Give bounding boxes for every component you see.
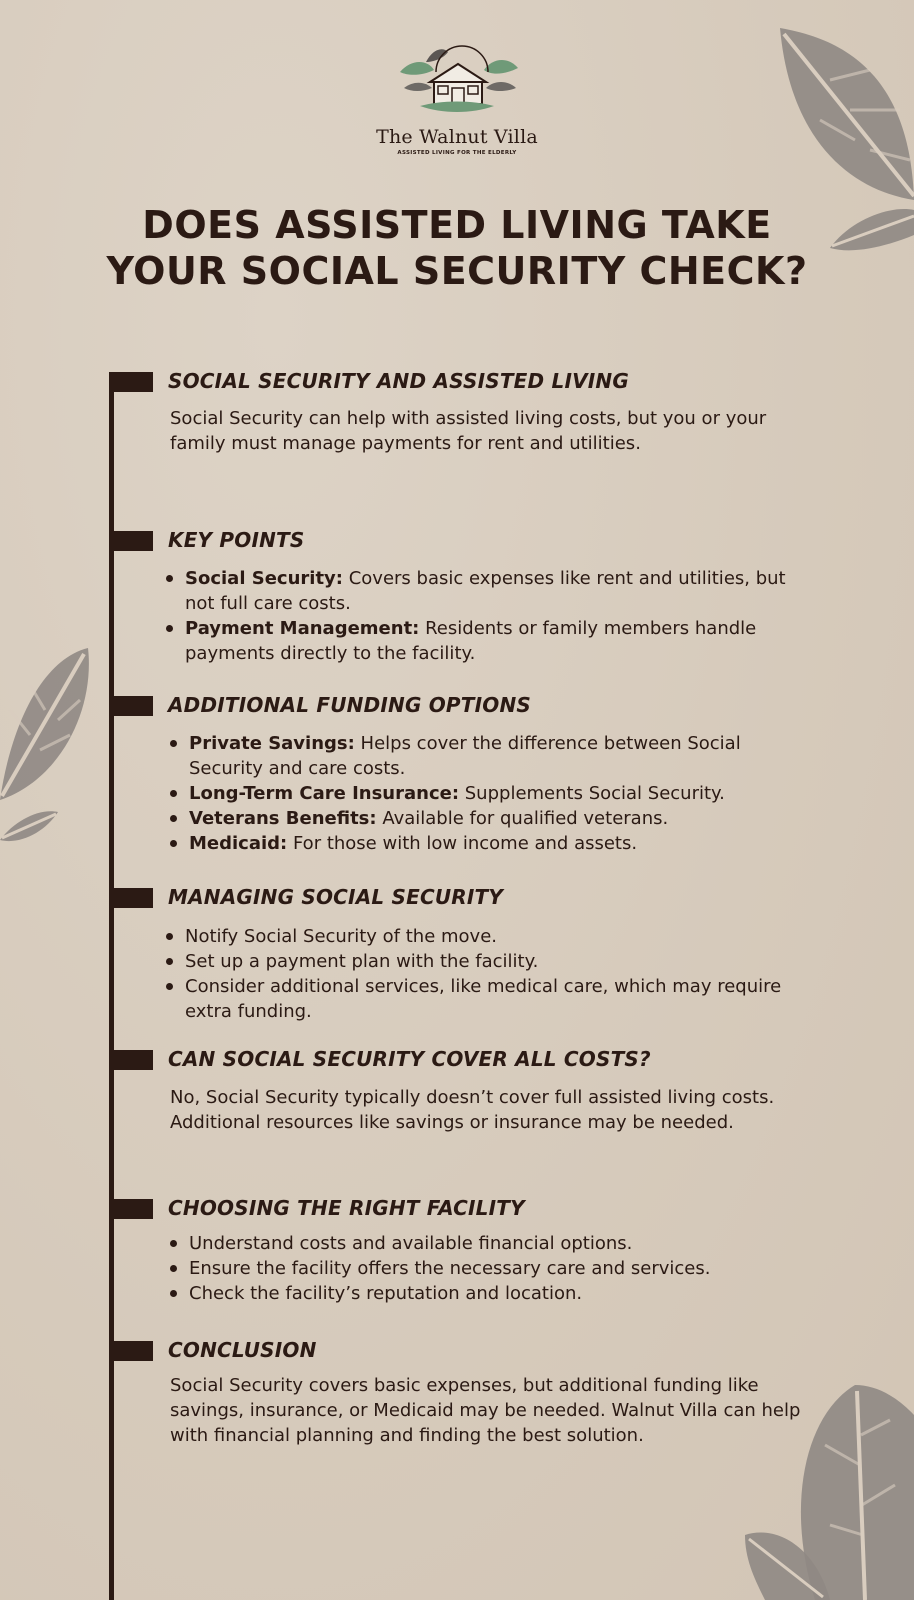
house-logo-icon xyxy=(392,42,522,118)
section-heading: ADDITIONAL FUNDING OPTIONS xyxy=(168,693,532,717)
list-item: Understand costs and available financial options. xyxy=(0,1231,810,1256)
list-item: Notify Social Security of the move. xyxy=(0,924,810,949)
timeline-marker xyxy=(109,1050,153,1070)
list-item xyxy=(0,806,810,831)
timeline-marker xyxy=(109,372,153,392)
section-heading: CONCLUSION xyxy=(168,1338,317,1362)
item-text: Helps cover the difference between Social Security and care costs. xyxy=(189,733,741,779)
bullet-list xyxy=(0,731,810,856)
list-item xyxy=(0,616,810,666)
list-item: Set up a payment plan with the facility. xyxy=(0,949,810,974)
list-item xyxy=(0,731,810,781)
bullet-list xyxy=(0,566,810,666)
section-heading: CAN SOCIAL SECURITY COVER ALL COSTS? xyxy=(168,1047,651,1071)
item-label: Veterans Benefits: xyxy=(189,808,377,829)
brand-tagline: ASSISTED LIVING FOR THE ELDERLY xyxy=(397,150,517,156)
item-label: Medicaid: xyxy=(189,833,288,854)
list-item xyxy=(0,831,810,856)
section-text: Social Security can help with assisted living costs, but you or your family must manage payments for rent and utilities. xyxy=(170,408,767,454)
timeline-marker xyxy=(109,696,153,716)
timeline-marker xyxy=(109,888,153,908)
item-label: Payment Management: xyxy=(185,618,420,639)
brand-logo xyxy=(372,42,542,156)
item-text: Available for qualified veterans. xyxy=(376,808,669,829)
item-text: For those with low income and assets. xyxy=(287,833,638,854)
section-heading: KEY POINTS xyxy=(168,528,305,552)
item-label: Long-Term Care Insurance: xyxy=(189,783,460,804)
section-heading: MANAGING SOCIAL SECURITY xyxy=(168,885,504,909)
item-label: Private Savings: xyxy=(189,733,355,754)
item-text: Supplements Social Security. xyxy=(459,783,725,804)
bullet-list xyxy=(0,1231,810,1306)
section-heading: CHOOSING THE RIGHT FACILITY xyxy=(168,1196,525,1220)
list-item xyxy=(0,566,810,616)
list-item: Consider additional services, like medical care, which may require extra funding. xyxy=(0,974,810,1024)
list-item: Check the facility’s reputation and location. xyxy=(0,1281,810,1306)
item-label: Social Security: xyxy=(185,568,343,589)
timeline-marker xyxy=(109,531,153,551)
section-text: No, Social Security typically doesn’t cover full assisted living costs. Additional resources like savings or insurance may be needed. xyxy=(170,1087,775,1133)
timeline-marker xyxy=(109,1199,153,1219)
item-text: Covers basic expenses like rent and utilities, but not full care costs. xyxy=(185,568,786,614)
bullet-list xyxy=(0,924,810,1024)
item-text: Residents or family members handle payments directly to the facility. xyxy=(185,618,757,664)
list-item: Ensure the facility offers the necessary care and services. xyxy=(0,1256,810,1281)
list-item xyxy=(0,781,810,806)
section-heading: SOCIAL SECURITY AND ASSISTED LIVING xyxy=(168,369,629,393)
timeline-marker xyxy=(109,1341,153,1361)
section-text: Social Security covers basic expenses, but additional funding like savings, insurance, or Medicaid may be needed. Walnut Villa can help with financial planning and finding the best solution. xyxy=(170,1375,801,1446)
page-title: DOES ASSISTED LIVING TAKE YOUR SOCIAL SECURITY CHECK? xyxy=(106,203,808,293)
brand-name: The Walnut Villa xyxy=(376,126,538,148)
